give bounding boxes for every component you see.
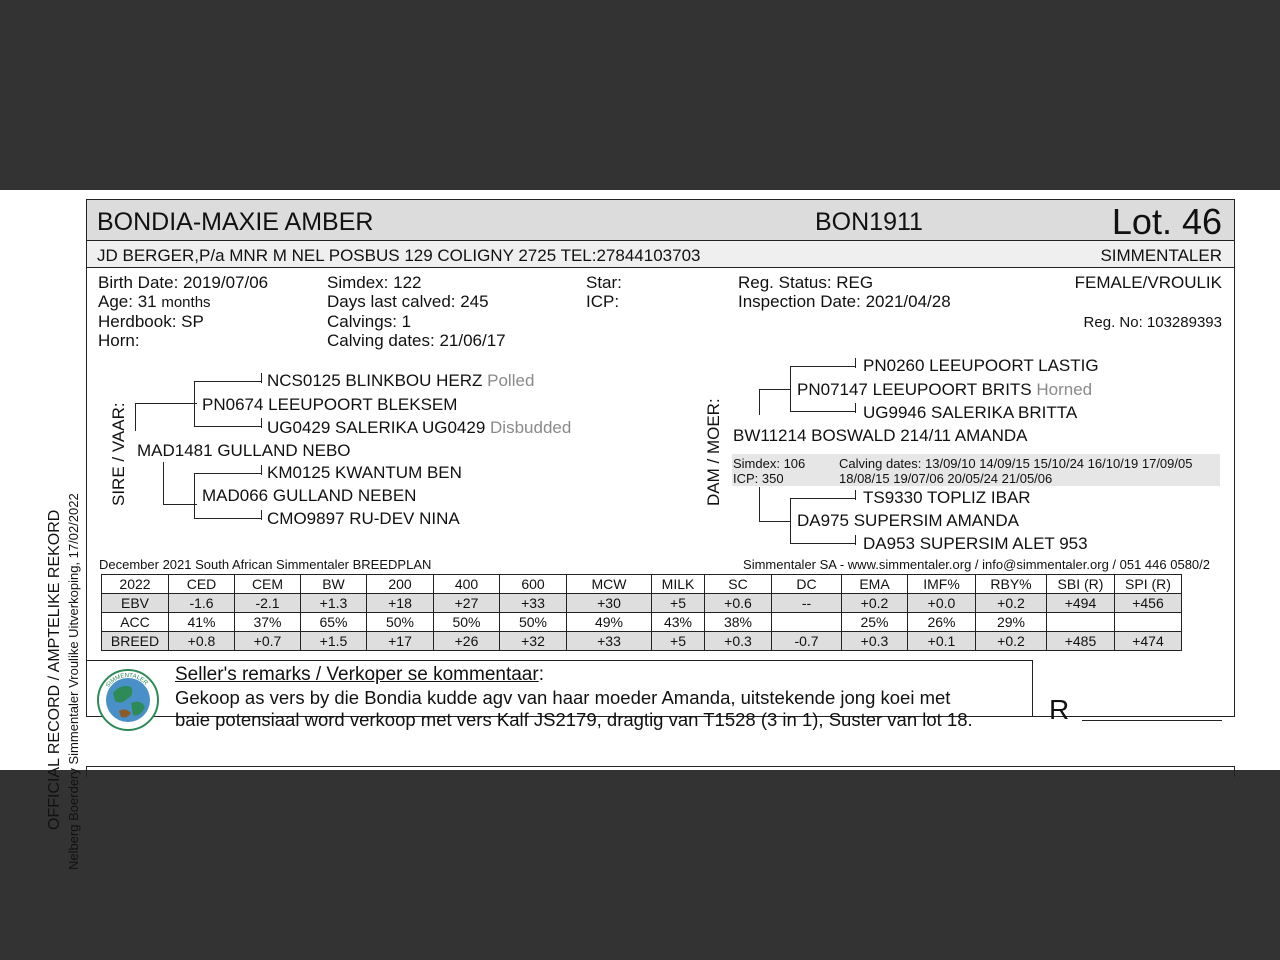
dam-sire-sire: PN0260 LEEUPOORT LASTIG (863, 356, 1099, 375)
sire-dam (267, 418, 571, 438)
table-cell: +494 (1047, 594, 1115, 613)
table-cell: +5 (652, 594, 705, 613)
dam-of-sire: MAD066 GULLAND NEBEN (202, 486, 417, 505)
sire-sire (267, 371, 534, 391)
table-cell: SBI (R) (1047, 575, 1115, 594)
table-row-ebv (102, 594, 1182, 613)
table-cell (772, 613, 842, 632)
tree-line (759, 389, 791, 390)
remarks-title-text: Seller's remarks / Verkoper se kommentaar (175, 664, 539, 685)
sire-dam-note: Disbudded (490, 418, 572, 437)
dam-of-sire-dam: CMO9897 RU-DEV NINA (267, 509, 460, 528)
table-cell: +1.5 (301, 632, 367, 651)
table-cell: -0.7 (772, 632, 842, 651)
sire-sire-note: Polled (487, 371, 535, 390)
tree-line (790, 498, 791, 544)
age (98, 292, 211, 312)
star: Star: (586, 273, 622, 292)
price-field[interactable] (1082, 720, 1222, 721)
table-cell: 43% (652, 613, 705, 632)
table-cell: ACC (102, 613, 169, 632)
price-label: R (1049, 694, 1070, 725)
table-cell: 600 (500, 575, 567, 594)
sire-label: SIRE / VAAR: (109, 402, 128, 506)
dam-sire (797, 380, 1092, 400)
inspection-date: Inspection Date: 2021/04/28 (738, 292, 951, 311)
dam-sire-name: PN07147 LEEUPOORT BRITS (797, 380, 1032, 399)
table-cell: 200 (367, 575, 434, 594)
table-cell: +18 (367, 594, 434, 613)
table-cell: -- (772, 594, 842, 613)
table-cell: DC (772, 575, 842, 594)
table-row-acc (102, 613, 1182, 632)
table-cell: +27 (434, 594, 500, 613)
table-cell: 38% (705, 613, 772, 632)
table-cell: CED (169, 575, 235, 594)
tree-line (790, 498, 855, 499)
breed-society-logo (97, 669, 159, 731)
table-cell: +0.2 (842, 594, 908, 613)
lot-card (86, 199, 1235, 730)
tree-line (790, 366, 855, 367)
breedplan-source: December 2021 South African Simmentaler BREEDPLAN (99, 557, 432, 572)
tree-line (163, 462, 164, 504)
dam-sire-dam: UG9946 SALERIKA BRITTA (863, 403, 1078, 422)
dam-icp: ICP: 350 (733, 471, 784, 486)
table-cell: +0.8 (169, 632, 235, 651)
sire-name: MAD1481 GULLAND NEBO (137, 441, 351, 460)
tree-line (194, 381, 195, 427)
icp: ICP: (586, 292, 620, 311)
tree-line (855, 403, 856, 413)
tree-line (759, 521, 791, 522)
breed-label: SIMMENTALER (1100, 246, 1222, 265)
days-last-calved: Days last calved: 245 (327, 292, 489, 311)
table-cell: +30 (567, 594, 652, 613)
table-cell: +1.3 (301, 594, 367, 613)
reg-number: Reg. No: 103289393 (1083, 314, 1222, 331)
dam-dam-dam: DA953 SUPERSIM ALET 953 (863, 534, 1088, 553)
table-cell: RBY% (976, 575, 1047, 594)
tree-line (759, 389, 760, 415)
dam-name: BW11214 BOSWALD 214/11 AMANDA (733, 426, 1028, 445)
table-cell: 37% (235, 613, 301, 632)
table-cell: IMF% (908, 575, 976, 594)
dam-dam: DA975 SUPERSIM AMANDA (797, 511, 1020, 530)
sire-sire-line: PN0674 LEEUPOORT BLEKSEM (202, 395, 458, 414)
tree-line (163, 504, 197, 505)
table-cell: +0.2 (976, 632, 1047, 651)
birth-date: Birth Date: 2019/07/06 (98, 273, 269, 292)
table-cell: +456 (1115, 594, 1182, 613)
table-cell: 50% (434, 613, 500, 632)
table-cell: MCW (567, 575, 652, 594)
tree-line (261, 418, 262, 428)
table-cell: +33 (567, 632, 652, 651)
tree-line (790, 411, 855, 412)
table-cell: BREED (102, 632, 169, 651)
tree-line (135, 403, 197, 404)
dam-of-sire-sire: KM0125 KWANTUM BEN (267, 463, 462, 482)
tree-line (855, 490, 856, 500)
horn: Horn: (98, 331, 140, 350)
table-cell: EBV (102, 594, 169, 613)
table-cell: +0.1 (908, 632, 976, 651)
next-lot-card-edge (86, 766, 1235, 777)
table-cell: MILK (652, 575, 705, 594)
table-cell: 50% (500, 613, 567, 632)
animal-code: BON1911 (815, 208, 923, 236)
sire-sire-name: NCS0125 BLINKBOU HERZ (267, 371, 483, 390)
table-cell: 50% (367, 613, 434, 632)
table-cell: +0.3 (842, 632, 908, 651)
animal-name: BONDIA-MAXIE AMBER (97, 208, 374, 236)
tree-line (194, 426, 261, 427)
table-cell: +5 (652, 632, 705, 651)
tree-line (261, 465, 262, 475)
calving-dates: Calving dates: 21/06/17 (327, 331, 506, 350)
tree-line (194, 473, 195, 519)
table-cell: +33 (500, 594, 567, 613)
tree-line (855, 535, 856, 545)
owner-details: JD BERGER,P/a MNR M NEL POSBUS 129 COLIGNY 2725 TEL:27844103703 (97, 246, 701, 265)
ebv-table (101, 574, 1182, 651)
dam-calving-dates-2: 18/08/15 19/07/06 20/05/24 21/05/06 (839, 471, 1053, 486)
table-cell: +474 (1115, 632, 1182, 651)
logo-text: SIMMENTALER (105, 672, 149, 689)
reg-status: Reg. Status: REG (738, 273, 874, 292)
table-cell: 29% (976, 613, 1047, 632)
tree-line (194, 381, 261, 382)
remarks-line-1: Gekoop as vers by die Bondia kudde agv van haar moeder Amanda, uitstekende jong koei met (175, 687, 951, 708)
table-cell (1047, 613, 1115, 632)
dam-label: DAM / MOER: (704, 398, 723, 506)
tree-line (194, 473, 261, 474)
table-cell: +0.3 (705, 632, 772, 651)
sire-dam-name: UG0429 SALERIKA UG0429 (267, 418, 486, 437)
table-cell: +0.6 (705, 594, 772, 613)
table-cell: EMA (842, 575, 908, 594)
table-cell: SPI (R) (1115, 575, 1182, 594)
table-cell: 400 (434, 575, 500, 594)
tree-line (261, 510, 262, 520)
table-cell: 65% (301, 613, 367, 632)
dam-simdex: Simdex: 106 (733, 456, 806, 471)
tree-line (855, 358, 856, 368)
tree-line (194, 518, 261, 519)
table-cell: +0.0 (908, 594, 976, 613)
table-cell: 25% (842, 613, 908, 632)
lot-number: Lot. 46 (1111, 201, 1222, 242)
table-cell: 41% (169, 613, 235, 632)
globe-logo-icon (97, 669, 159, 731)
table-cell: 2022 (102, 575, 169, 594)
table-cell: CEM (235, 575, 301, 594)
official-record-caption: OFFICIAL RECORD / AMPTELIKE REKORD (46, 509, 63, 830)
table-cell: +0.7 (235, 632, 301, 651)
herdbook: Herdbook: SP (98, 312, 204, 331)
age-unit: months (161, 294, 211, 311)
table-cell: +32 (500, 632, 567, 651)
tree-line (759, 487, 760, 521)
remarks-line-2: baie potensiaal word verkoop met vers Kalf JS2179, dragtig van T1528 (3 in 1), Suster van lot 18. (175, 709, 973, 730)
tree-line (135, 403, 136, 431)
auction-caption: Nelberg Boerdery Simmentaler Vroulike Uitverkoping, 17/02/2022 (66, 493, 81, 870)
table-cell: 26% (908, 613, 976, 632)
table-cell: SC (705, 575, 772, 594)
calvings: Calvings: 1 (327, 312, 412, 331)
table-cell: 49% (567, 613, 652, 632)
table-header-row (102, 575, 1182, 594)
tree-line (790, 543, 855, 544)
dam-calving-dates-1: Calving dates: 13/09/10 14/09/15 15/10/24 16/10/19 17/09/05 (839, 456, 1193, 471)
table-cell: -2.1 (235, 594, 301, 613)
sex: FEMALE/VROULIK (1074, 273, 1222, 292)
table-cell: BW (301, 575, 367, 594)
breedplan-contact: Simmentaler SA - www.simmentaler.org / info@simmentaler.org / 051 446 0580/2 (743, 557, 1210, 572)
simdex: Simdex: 122 (327, 273, 422, 292)
table-cell: +485 (1047, 632, 1115, 651)
remarks-title (175, 664, 544, 686)
remarks-colon: : (538, 664, 544, 685)
age-value: Age: 31 (98, 292, 157, 311)
tree-line (261, 373, 262, 383)
record-sheet (0, 190, 1280, 870)
dam-dam-sire: TS9330 TOPLIZ IBAR (863, 488, 1031, 507)
table-cell: +17 (367, 632, 434, 651)
table-cell: +26 (434, 632, 500, 651)
table-cell (1115, 613, 1182, 632)
dam-sire-note: Horned (1036, 380, 1093, 399)
table-cell: -1.6 (169, 594, 235, 613)
table-row-breed (102, 632, 1182, 651)
table-cell: +0.2 (976, 594, 1047, 613)
